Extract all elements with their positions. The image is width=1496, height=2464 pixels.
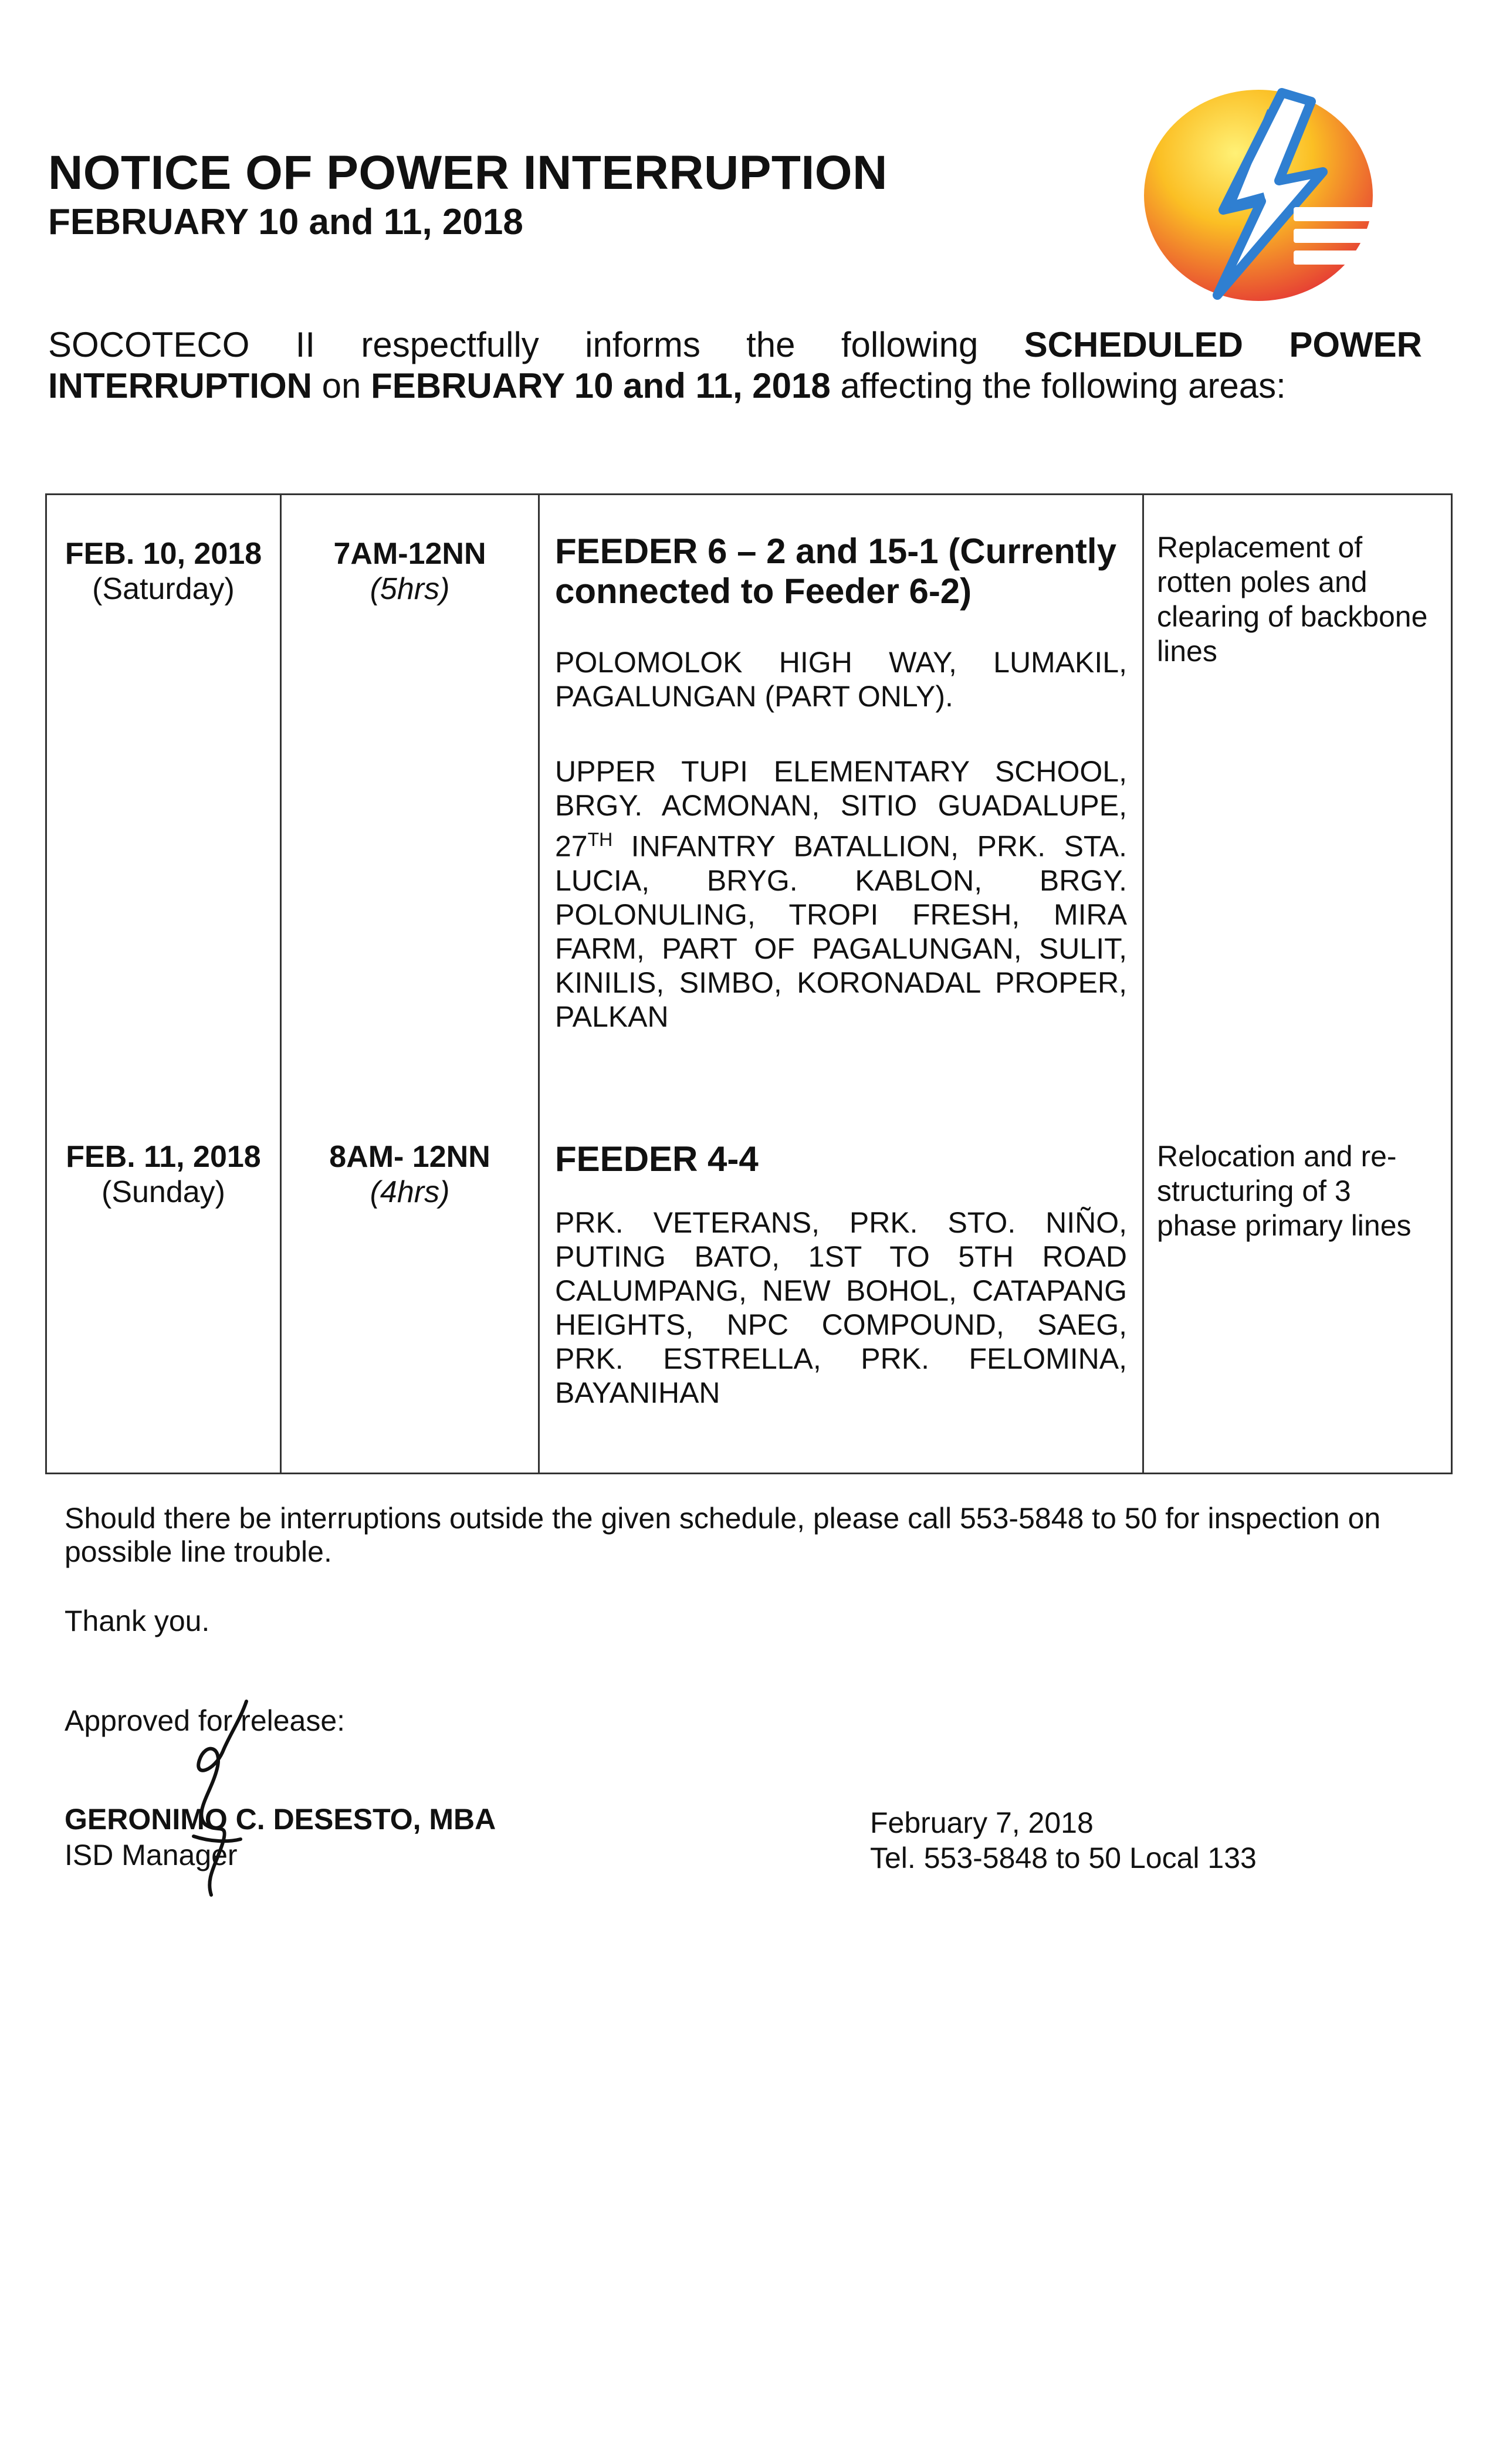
handwritten-signature xyxy=(158,1695,276,1907)
intro-bold-dates: FEBRUARY 10 and 11, 2018 xyxy=(371,366,831,405)
work-description: Replacement of rotten poles and clearing of backbone lines xyxy=(1157,531,1428,668)
time-cell xyxy=(281,1113,539,1474)
schedule-date: FEB. 11, 2018 xyxy=(66,1139,261,1174)
intro-text-1: SOCOTECO II respectfully informs the following xyxy=(48,325,1024,364)
work-cell xyxy=(1143,495,1452,1113)
logo-stripes xyxy=(1294,207,1382,265)
schedule-row xyxy=(46,1113,1452,1474)
intro-text-2: on xyxy=(312,366,371,405)
notice-dates: FEBRUARY 10 and 11, 2018 xyxy=(48,202,523,242)
thank-you-text: Thank you. xyxy=(65,1605,210,1637)
areas-superscript: TH xyxy=(587,829,613,850)
company-logo xyxy=(1135,69,1393,304)
schedule-date: FEB. 10, 2018 xyxy=(65,537,262,571)
affected-areas-group-1: POLOMOLOK HIGH WAY, LUMAKIL, PAGALUNGAN (PART ONLY). xyxy=(555,646,1127,713)
date-cell xyxy=(46,495,281,1113)
schedule-time: 8AM- 12NN xyxy=(329,1139,490,1174)
areas-cell xyxy=(539,1113,1143,1474)
contact-telephone: Tel. 553-5848 to 50 Local 133 xyxy=(870,1842,1257,1874)
date-cell xyxy=(46,1113,281,1474)
areas-cell xyxy=(539,495,1143,1113)
signatory-title: ISD Manager xyxy=(65,1839,238,1871)
areas-text-pre: UPPER TUPI ELEMENTARY SCHOOL, BRGY. ACMONAN, SITIO GUADALUPE, 27 xyxy=(555,755,1127,863)
affected-areas-group-2 xyxy=(555,754,1127,1034)
work-cell xyxy=(1143,1113,1452,1474)
feeder-name: FEEDER 4-4 xyxy=(555,1139,759,1179)
inspection-note: Should there be interruptions outside the given schedule, please call 553-5848 to 50 for inspection on possible line trouble. xyxy=(65,1502,1381,1568)
schedule-time: 7AM-12NN xyxy=(333,537,486,571)
affected-areas-group-1: PRK. VETERANS, PRK. STO. NIÑO, PUTING BATO, 1ST TO 5TH ROAD CALUMPANG, NEW BOHOL, CATAPANG HEIGHTS, NPC COMPOUND, SAEG, PRK. ESTRELLA, PRK. FELOMINA, BAYANIHAN xyxy=(555,1206,1127,1409)
work-description: Relocation and re-structuring of 3 phase primary lines xyxy=(1157,1139,1412,1242)
areas-text-post: INFANTRY BATALLION, PRK. STA. LUCIA, BRYG. KABLON, BRGY. POLONULING, TROPI FRESH, MIRA FARM, PART OF PAGALUNGAN, SULIT, KINILIS, SIMBO, KORONADAL PROPER, PALKAN xyxy=(555,830,1127,1033)
intro-paragraph xyxy=(48,324,1422,407)
intro-bold-scheduled: SCHEDULED POWER INTERRUPTION xyxy=(48,325,1423,405)
schedule-day: (Saturday) xyxy=(92,572,235,606)
intro-text-3: affecting the following areas: xyxy=(830,366,1286,405)
feeder-name: FEEDER 6 – 2 and 15-1 (Currently connected to Feeder 6-2) xyxy=(555,532,1116,611)
notice-title: NOTICE OF POWER INTERRUPTION xyxy=(48,146,888,199)
issue-date: February 7, 2018 xyxy=(870,1806,1094,1839)
schedule-day: (Sunday) xyxy=(101,1175,225,1209)
time-cell xyxy=(281,495,539,1113)
signatory-name: GERONIMO C. DESESTO, MBA xyxy=(65,1803,496,1836)
schedule-duration: (4hrs) xyxy=(370,1175,450,1209)
schedule-duration: (5hrs) xyxy=(370,572,450,606)
schedule-table xyxy=(45,493,1453,1474)
approval-label: Approved for release: xyxy=(65,1704,346,1737)
schedule-row xyxy=(46,495,1452,1113)
